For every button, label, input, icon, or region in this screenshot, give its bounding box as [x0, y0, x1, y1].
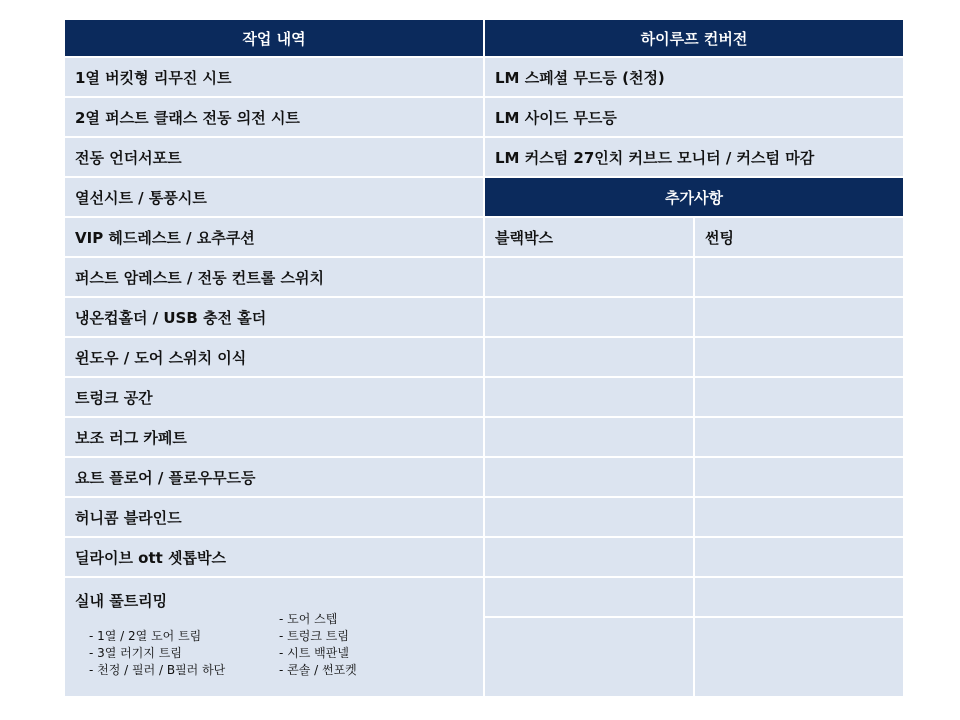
- extra-cell: [695, 298, 903, 336]
- work-item: 퍼스트 암레스트 / 전동 컨트롤 스위치: [65, 258, 483, 296]
- extra-cell: [695, 618, 903, 696]
- extra-cell: [485, 618, 693, 696]
- extra-cell: [695, 498, 903, 536]
- extra-cell: [485, 578, 693, 616]
- extra-cell: [485, 338, 693, 376]
- extra-cell: [485, 538, 693, 576]
- hilouf-item: LM 스페셜 무드등 (천정): [485, 58, 903, 96]
- work-item: 실내 풀트리밍: [75, 592, 168, 610]
- extra-cell: [485, 378, 693, 416]
- work-item: 트렁크 공간: [65, 378, 483, 416]
- extra-cell: [695, 378, 903, 416]
- work-item: 허니콤 블라인드: [65, 498, 483, 536]
- extra-cell: [695, 458, 903, 496]
- extra-cell: 썬팅: [695, 218, 903, 256]
- extra-cell: [695, 538, 903, 576]
- extra-cell: [485, 498, 693, 536]
- header-hilouf: 하이루프 컨버전: [485, 20, 903, 56]
- extra-cell: [695, 578, 903, 616]
- extra-cell: [695, 338, 903, 376]
- extra-cell: [485, 418, 693, 456]
- work-item: 보조 러그 카페트: [65, 418, 483, 456]
- extra-cell: [485, 298, 693, 336]
- hilouf-item: LM 사이드 무드등: [485, 98, 903, 136]
- trim-item: - 1열 / 2열 도어 트림: [89, 629, 202, 643]
- extra-cell: [485, 258, 693, 296]
- trim-item: - 3열 러기지 트림: [89, 646, 182, 660]
- work-item: 열선시트 / 통풍시트: [65, 178, 483, 216]
- trim-item: - 시트 백판넬: [279, 646, 349, 660]
- trim-item: - 트렁크 트림: [279, 629, 349, 643]
- trim-item: - 콘솔 / 썬포켓: [279, 663, 357, 677]
- work-item: 2열 퍼스트 클래스 전동 의전 시트: [65, 98, 483, 136]
- extra-cell: [695, 258, 903, 296]
- work-item: 냉온컵홀더 / USB 충전 홀더: [65, 298, 483, 336]
- work-item: 요트 플로어 / 플로우무드등: [65, 458, 483, 496]
- work-item: 딜라이브 ott 셋톱박스: [65, 538, 483, 576]
- work-item: 전동 언더서포트: [65, 138, 483, 176]
- extra-cell: [485, 458, 693, 496]
- extra-cell: [695, 418, 903, 456]
- trim-item: - 천정 / 필러 / B필러 하단: [89, 663, 226, 677]
- header-extra: 추가사항: [485, 178, 903, 216]
- work-item: VIP 헤드레스트 / 요추쿠션: [65, 218, 483, 256]
- header-work: 작업 내역: [65, 20, 483, 56]
- extra-cell: 블랙박스: [485, 218, 693, 256]
- trim-item: - 도어 스텝: [279, 612, 338, 626]
- work-item: 1열 버킷형 리무진 시트: [65, 58, 483, 96]
- hilouf-item: LM 커스텀 27인치 커브드 모니터 / 커스텀 마감: [485, 138, 903, 176]
- work-table: [65, 20, 903, 696]
- work-item: 윈도우 / 도어 스위치 이식: [65, 338, 483, 376]
